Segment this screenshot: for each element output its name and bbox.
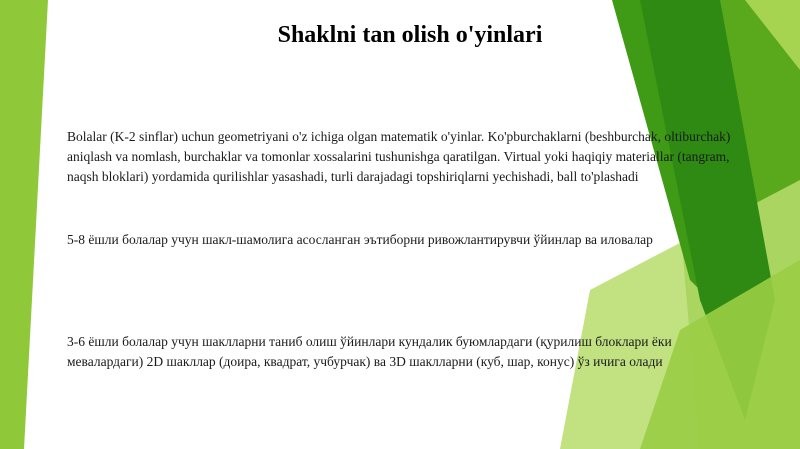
paragraph-attention-games: 5-8 ёшли болалар учун шакл-шамолига асосланган эътиборни ривожлантирувчи ўйинлар ва иловалар bbox=[67, 232, 653, 247]
slide-title: Shaklni tan olish o'yinlari bbox=[277, 22, 543, 48]
left-green-strip bbox=[0, 0, 48, 449]
paragraph-geometry-games: Bolalar (K-2 sinflar) uchun geometriyani o'z ichiga olgan matematik o'yinlar. Ko'pburchaklarni (beshburchak, oltiburchak) aniqlash va nomlash, burchaklar va tomonlar xossalarini tushunishga qaratilgan. Virtual yoki haqiqiy materiallar (tangram, naqsh bloklari) yordamida qurilishlar yasashadi, turli darajadagi topshiriqlarni yechishadi, ball to'plashadi bbox=[67, 129, 731, 184]
paragraph-shape-recognition: 3-6 ёшли болалар учун шаклларни таниб олиш ўйинлари кундалик буюмлардаги (қурилиш блоклари ёки мевалардаги) 2D шакллар (доира, квадрат, учбурчак) ва 3D шаклларни (куб, шар, конус) ўз ичига олади bbox=[67, 334, 672, 369]
